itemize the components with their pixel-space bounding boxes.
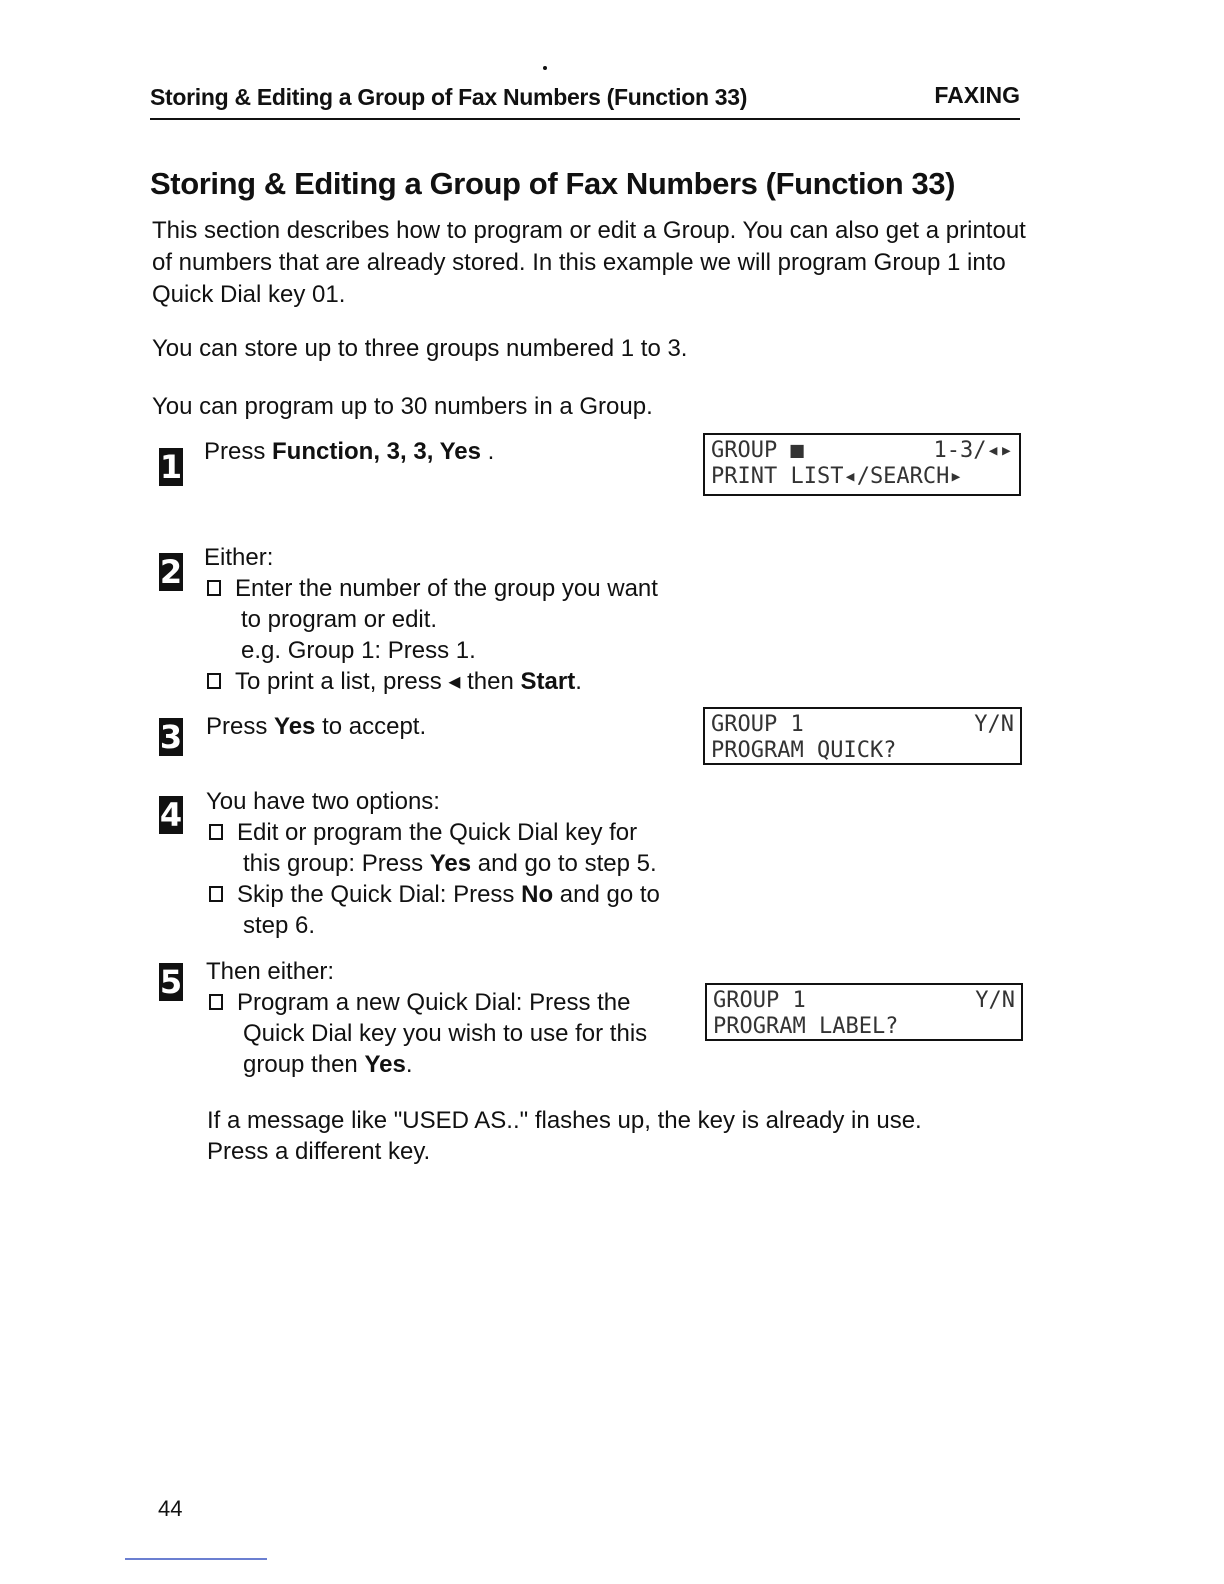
step-4-number: 4 <box>159 796 183 834</box>
lcd-line-1 <box>713 988 1015 1014</box>
lcd-line-1-left: GROUP ■ <box>711 438 804 463</box>
step-1-number: 1 <box>159 448 183 486</box>
lcd-line-2 <box>713 1014 1015 1040</box>
step-5-option-1-key: Yes <box>364 1051 406 1078</box>
step-2-option-1-example: e.g. Group 1: Press 1. <box>241 637 476 664</box>
step-2-option-1 <box>204 573 704 604</box>
step-5-option-1 <box>206 987 706 1018</box>
step-1-pre: Press <box>204 438 273 465</box>
lcd-line-2 <box>711 738 1014 764</box>
step-3-pre: Press <box>206 713 275 740</box>
checkbox-icon <box>209 994 223 1010</box>
step-4-option-1-key: Yes <box>429 850 472 877</box>
step-5-lead: Then either: <box>206 958 335 985</box>
lcd-display-group-select <box>703 433 1021 496</box>
note-line-2: Press a different key. <box>207 1138 431 1165</box>
step-4-option-2-text <box>237 879 660 910</box>
page-number: 44 <box>158 1496 183 1521</box>
step-5-option-1-pre: group then <box>243 1051 365 1078</box>
lcd-line-2-text: PROGRAM LABEL? <box>713 1014 899 1039</box>
lcd-line-1-left: GROUP 1 <box>711 712 804 737</box>
checkbox-icon <box>207 673 221 689</box>
lcd-display-program-quick <box>703 707 1022 765</box>
lcd-line-2-text: PRINT LIST◂/SEARCH▸ <box>711 464 963 489</box>
running-header-title: Storing & Editing a Group of Fax Numbers (Function 33) <box>150 84 748 110</box>
step-4-option-2-pre: Skip the Quick Dial: Press <box>237 881 522 908</box>
step-3-number: 3 <box>159 718 183 756</box>
step-4-option-2 <box>206 879 706 910</box>
running-header <box>150 80 1020 120</box>
lcd-line-1-right: Y/N <box>974 712 1014 737</box>
step-5-option-1-text: Program a new Quick Dial: Press the <box>237 989 631 1016</box>
step-1-text <box>204 436 494 467</box>
step-3-post: to accept. <box>315 713 427 740</box>
step-2-option-1-line-2: to program or edit. <box>241 606 438 633</box>
step-5-text <box>206 956 706 1080</box>
lcd-line-1 <box>711 438 1013 464</box>
step-4-option-1-line-2 <box>206 848 706 879</box>
step-4-option-1-post: and go to step 5. <box>471 850 657 877</box>
lcd-line-1-left: GROUP 1 <box>713 988 806 1013</box>
groups-limit-paragraph: You can store up to three groups numbered 1 to 3. <box>152 335 688 362</box>
lcd-line-1 <box>711 712 1014 738</box>
step-4-option-2-line-2: step 6. <box>243 912 316 939</box>
checkbox-icon <box>209 886 223 902</box>
lcd-line-2-text: PROGRAM QUICK? <box>711 738 897 763</box>
step-2-option-2 <box>204 666 704 697</box>
step-2-text <box>204 542 704 697</box>
step-2-option-2-key: Start <box>520 668 576 695</box>
numbers-limit-paragraph: You can program up to 30 numbers in a Group. <box>152 393 653 420</box>
checkbox-icon <box>209 824 223 840</box>
lcd-line-2 <box>711 464 1013 490</box>
header-dot <box>543 66 547 70</box>
step-2-option-2-text <box>235 666 582 697</box>
lcd-line-1-right: Y/N <box>975 988 1015 1013</box>
section-title: Storing & Editing a Group of Fax Numbers (Function 33) <box>150 166 956 201</box>
step-4-option-2-post: and go to <box>553 881 660 908</box>
note-line-1: If a message like "USED AS.." flashes up, the key is already in use. <box>207 1107 922 1134</box>
step-2-option-2-post: . <box>575 668 582 695</box>
step-4-option-1 <box>206 817 706 848</box>
step-5-option-1-line-2: Quick Dial key you wish to use for this <box>243 1020 648 1047</box>
lcd-line-1-right: 1-3/◂▸ <box>933 438 1013 463</box>
step-4-lead: You have two options: <box>206 788 440 815</box>
step-5-option-1-line-3 <box>206 1049 706 1080</box>
step-3-key: Yes <box>274 713 316 740</box>
step-2-number: 2 <box>159 553 183 591</box>
step-4-option-2-key: No <box>521 881 554 908</box>
footer-rule <box>125 1558 267 1560</box>
step-5-number: 5 <box>159 963 183 1001</box>
step-5-option-1-post: . <box>405 1051 413 1078</box>
running-header-section: FAXING <box>934 82 1020 108</box>
step-4-text <box>206 786 706 941</box>
step-3-text <box>206 711 426 742</box>
step-1-keys: Function, 3, 3, Yes <box>272 438 481 465</box>
intro-paragraph: This section describes how to program or edit a Group. You can also get a printout of numbers that are already stored. In this example we will program Group 1 into Quick Dial key 01. <box>152 217 1026 308</box>
step-2-lead: Either: <box>204 544 274 571</box>
lcd-display-program-label <box>705 983 1023 1041</box>
step-1-post: . <box>480 438 495 465</box>
step-4-option-1-pre: this group: Press <box>243 850 430 877</box>
note <box>207 1105 1027 1167</box>
step-2-option-2-pre: To print a list, press ◂ then <box>235 668 521 695</box>
step-4-option-1-text: Edit or program the Quick Dial key for <box>237 819 638 846</box>
step-2-option-1-text: Enter the number of the group you want <box>235 575 658 602</box>
checkbox-icon <box>207 580 221 596</box>
